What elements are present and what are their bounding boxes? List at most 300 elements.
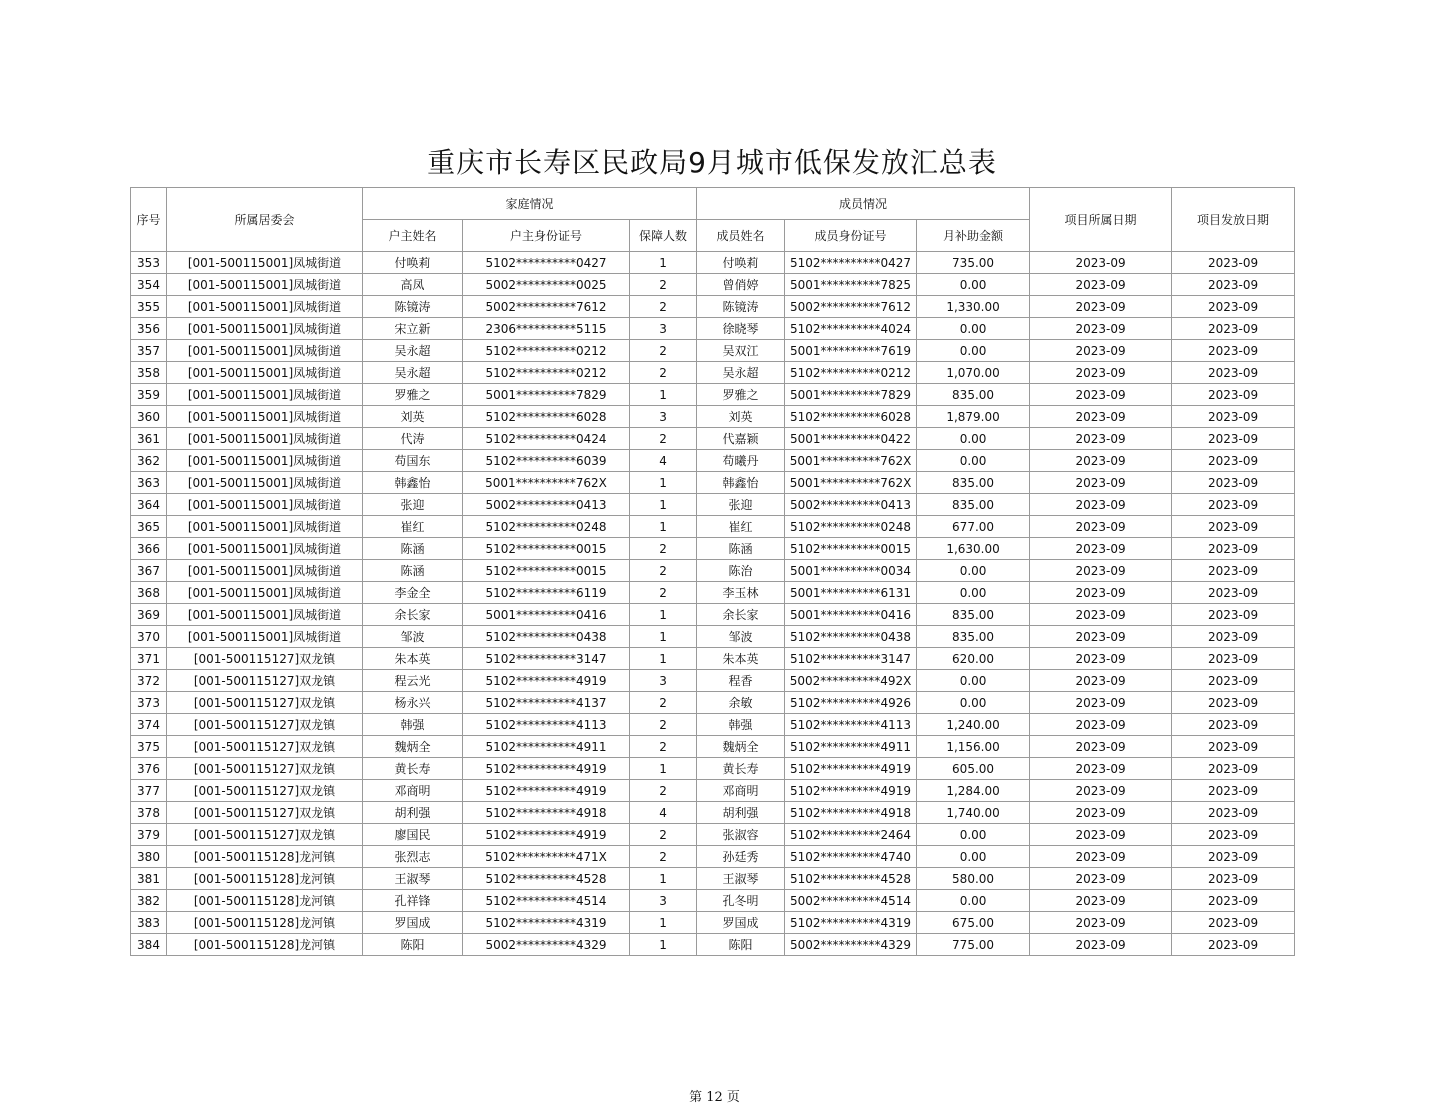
cell-seq: 360 [131,406,167,428]
cell-committee: [001-500115001]凤城街道 [167,494,363,516]
cell-seq: 357 [131,340,167,362]
table-row [131,912,1295,934]
cell-issue-date: 2023-09 [1172,318,1295,340]
cell-monthly-subsidy: 0.00 [917,582,1030,604]
cell-head-name: 王淑琴 [363,868,463,890]
cell-head-name: 陈阳 [363,934,463,956]
cell-member-name: 韩鑫怡 [697,472,785,494]
table-header [131,188,1295,252]
cell-head-id: 5102**********0438 [463,626,630,648]
cell-member-name: 张迎 [697,494,785,516]
cell-head-id: 5102**********0015 [463,560,630,582]
cell-issue-date: 2023-09 [1172,890,1295,912]
cell-seq: 382 [131,890,167,912]
table-row [131,890,1295,912]
cell-committee: [001-500115128]龙河镇 [167,868,363,890]
cell-head-name: 代涛 [363,428,463,450]
cell-project-date: 2023-09 [1030,824,1172,846]
table-row [131,362,1295,384]
cell-covered-count: 2 [630,362,697,384]
table-row [131,802,1295,824]
cell-member-id: 5102**********3147 [785,648,917,670]
cell-seq: 362 [131,450,167,472]
cell-member-id: 5001**********0416 [785,604,917,626]
cell-seq: 384 [131,934,167,956]
cell-head-id: 5102**********6028 [463,406,630,428]
cell-head-id: 5002**********4329 [463,934,630,956]
cell-issue-date: 2023-09 [1172,802,1295,824]
cell-head-name: 刘英 [363,406,463,428]
cell-monthly-subsidy: 580.00 [917,868,1030,890]
cell-seq: 358 [131,362,167,384]
cell-covered-count: 1 [630,934,697,956]
table-row [131,340,1295,362]
cell-seq: 379 [131,824,167,846]
cell-project-date: 2023-09 [1030,560,1172,582]
cell-head-name: 杨永兴 [363,692,463,714]
cell-project-date: 2023-09 [1030,626,1172,648]
table-row [131,582,1295,604]
cell-issue-date: 2023-09 [1172,714,1295,736]
header-member-id: 成员身份证号 [785,220,917,252]
cell-head-name: 罗国成 [363,912,463,934]
cell-member-id: 5102**********0427 [785,252,917,274]
header-committee: 所属居委会 [167,188,363,252]
cell-project-date: 2023-09 [1030,274,1172,296]
cell-committee: [001-500115127]双龙镇 [167,736,363,758]
cell-issue-date: 2023-09 [1172,406,1295,428]
table-row [131,274,1295,296]
cell-monthly-subsidy: 620.00 [917,648,1030,670]
cell-head-id: 5102**********0424 [463,428,630,450]
cell-head-id: 5002**********0025 [463,274,630,296]
cell-covered-count: 2 [630,538,697,560]
cell-monthly-subsidy: 835.00 [917,384,1030,406]
cell-monthly-subsidy: 835.00 [917,626,1030,648]
cell-head-id: 5102**********6119 [463,582,630,604]
cell-seq: 376 [131,758,167,780]
cell-head-name: 邹波 [363,626,463,648]
cell-covered-count: 2 [630,582,697,604]
cell-monthly-subsidy: 1,879.00 [917,406,1030,428]
cell-seq: 371 [131,648,167,670]
cell-head-id: 5102**********4528 [463,868,630,890]
cell-covered-count: 1 [630,384,697,406]
cell-project-date: 2023-09 [1030,582,1172,604]
cell-covered-count: 1 [630,604,697,626]
cell-covered-count: 3 [630,670,697,692]
cell-issue-date: 2023-09 [1172,824,1295,846]
cell-head-name: 韩强 [363,714,463,736]
cell-head-name: 吴永超 [363,362,463,384]
cell-project-date: 2023-09 [1030,318,1172,340]
cell-issue-date: 2023-09 [1172,868,1295,890]
cell-head-name: 宋立新 [363,318,463,340]
cell-covered-count: 1 [630,626,697,648]
cell-member-id: 5001**********6131 [785,582,917,604]
cell-committee: [001-500115001]凤城街道 [167,384,363,406]
cell-member-id: 5102**********4919 [785,780,917,802]
cell-seq: 375 [131,736,167,758]
table-row [131,516,1295,538]
cell-monthly-subsidy: 0.00 [917,560,1030,582]
cell-monthly-subsidy: 835.00 [917,604,1030,626]
cell-project-date: 2023-09 [1030,912,1172,934]
cell-issue-date: 2023-09 [1172,604,1295,626]
document-title: 重庆市长寿区民政局9月城市低保发放汇总表 [427,146,997,179]
cell-monthly-subsidy: 0.00 [917,692,1030,714]
cell-member-name: 余敏 [697,692,785,714]
cell-member-id: 5102**********4926 [785,692,917,714]
table-row [131,736,1295,758]
cell-seq: 380 [131,846,167,868]
cell-member-id: 5102**********4319 [785,912,917,934]
header-family-group: 家庭情况 [363,188,697,220]
cell-seq: 354 [131,274,167,296]
table-row [131,472,1295,494]
cell-head-name: 陈镜涛 [363,296,463,318]
cell-committee: [001-500115127]双龙镇 [167,692,363,714]
cell-project-date: 2023-09 [1030,692,1172,714]
cell-issue-date: 2023-09 [1172,912,1295,934]
header-member-name: 成员姓名 [697,220,785,252]
cell-covered-count: 2 [630,274,697,296]
cell-project-date: 2023-09 [1030,934,1172,956]
cell-covered-count: 1 [630,912,697,934]
header-seq: 序号 [131,188,167,252]
cell-member-name: 邓商明 [697,780,785,802]
cell-head-id: 5102**********0427 [463,252,630,274]
cell-issue-date: 2023-09 [1172,252,1295,274]
cell-project-date: 2023-09 [1030,604,1172,626]
header-covered-count: 保障人数 [630,220,697,252]
cell-committee: [001-500115127]双龙镇 [167,670,363,692]
cell-head-id: 5102**********471X [463,846,630,868]
cell-member-name: 曾俏婷 [697,274,785,296]
cell-member-name: 张淑容 [697,824,785,846]
cell-member-name: 朱本英 [697,648,785,670]
cell-head-id: 5001**********0416 [463,604,630,626]
cell-monthly-subsidy: 0.00 [917,340,1030,362]
table-row [131,296,1295,318]
cell-member-id: 5102**********0015 [785,538,917,560]
cell-project-date: 2023-09 [1030,296,1172,318]
cell-project-date: 2023-09 [1030,890,1172,912]
cell-head-id: 5102**********4113 [463,714,630,736]
cell-covered-count: 2 [630,846,697,868]
cell-issue-date: 2023-09 [1172,296,1295,318]
cell-covered-count: 3 [630,890,697,912]
cell-covered-count: 3 [630,406,697,428]
cell-issue-date: 2023-09 [1172,758,1295,780]
cell-member-name: 苟曦丹 [697,450,785,472]
cell-member-id: 5102**********0438 [785,626,917,648]
cell-monthly-subsidy: 1,630.00 [917,538,1030,560]
cell-seq: 356 [131,318,167,340]
cell-seq: 366 [131,538,167,560]
cell-committee: [001-500115001]凤城街道 [167,450,363,472]
cell-member-id: 5001**********7829 [785,384,917,406]
cell-issue-date: 2023-09 [1172,516,1295,538]
cell-covered-count: 4 [630,802,697,824]
cell-covered-count: 2 [630,560,697,582]
cell-head-id: 5102**********4319 [463,912,630,934]
cell-covered-count: 2 [630,428,697,450]
cell-member-name: 程香 [697,670,785,692]
cell-member-name: 付唤莉 [697,252,785,274]
cell-committee: [001-500115001]凤城街道 [167,296,363,318]
cell-seq: 367 [131,560,167,582]
cell-head-name: 付唤莉 [363,252,463,274]
cell-monthly-subsidy: 677.00 [917,516,1030,538]
table-row [131,934,1295,956]
cell-head-name: 陈涵 [363,560,463,582]
cell-member-id: 5102**********6028 [785,406,917,428]
cell-project-date: 2023-09 [1030,868,1172,890]
cell-monthly-subsidy: 0.00 [917,846,1030,868]
cell-committee: [001-500115128]龙河镇 [167,912,363,934]
cell-covered-count: 2 [630,692,697,714]
cell-project-date: 2023-09 [1030,736,1172,758]
table-row [131,846,1295,868]
table-row [131,318,1295,340]
cell-head-name: 魏炳全 [363,736,463,758]
cell-member-id: 5002**********4514 [785,890,917,912]
cell-member-name: 罗国成 [697,912,785,934]
cell-monthly-subsidy: 1,740.00 [917,802,1030,824]
cell-committee: [001-500115128]龙河镇 [167,934,363,956]
cell-covered-count: 1 [630,868,697,890]
cell-member-name: 吴双江 [697,340,785,362]
cell-committee: [001-500115001]凤城街道 [167,582,363,604]
cell-issue-date: 2023-09 [1172,626,1295,648]
cell-member-id: 5002**********4329 [785,934,917,956]
header-issue-date: 项目发放日期 [1172,188,1295,252]
table-row [131,450,1295,472]
cell-seq: 355 [131,296,167,318]
table-row [131,538,1295,560]
cell-head-name: 廖国民 [363,824,463,846]
header-head-name: 户主姓名 [363,220,463,252]
cell-committee: [001-500115001]凤城街道 [167,604,363,626]
cell-project-date: 2023-09 [1030,450,1172,472]
cell-project-date: 2023-09 [1030,538,1172,560]
table-row [131,648,1295,670]
table-row [131,252,1295,274]
cell-committee: [001-500115001]凤城街道 [167,538,363,560]
cell-member-name: 吴永超 [697,362,785,384]
cell-committee: [001-500115001]凤城街道 [167,406,363,428]
cell-project-date: 2023-09 [1030,648,1172,670]
cell-head-id: 2306**********5115 [463,318,630,340]
cell-project-date: 2023-09 [1030,252,1172,274]
cell-member-name: 李玉林 [697,582,785,604]
cell-head-id: 5002**********7612 [463,296,630,318]
cell-head-id: 5102**********0212 [463,362,630,384]
cell-head-name: 邓商明 [363,780,463,802]
cell-issue-date: 2023-09 [1172,560,1295,582]
cell-member-name: 刘英 [697,406,785,428]
cell-committee: [001-500115001]凤城街道 [167,362,363,384]
cell-monthly-subsidy: 0.00 [917,670,1030,692]
cell-head-id: 5102**********6039 [463,450,630,472]
cell-head-id: 5002**********0413 [463,494,630,516]
cell-covered-count: 1 [630,648,697,670]
cell-monthly-subsidy: 0.00 [917,450,1030,472]
cell-committee: [001-500115001]凤城街道 [167,340,363,362]
cell-member-name: 胡利强 [697,802,785,824]
page-number: 第 12 页 [689,1090,740,1105]
cell-covered-count: 1 [630,758,697,780]
cell-issue-date: 2023-09 [1172,384,1295,406]
cell-project-date: 2023-09 [1030,472,1172,494]
cell-seq: 369 [131,604,167,626]
cell-head-name: 吴永超 [363,340,463,362]
cell-member-name: 徐晓琴 [697,318,785,340]
cell-head-id: 5102**********4918 [463,802,630,824]
cell-head-name: 余长家 [363,604,463,626]
cell-committee: [001-500115001]凤城街道 [167,560,363,582]
cell-seq: 353 [131,252,167,274]
cell-member-id: 5001**********7619 [785,340,917,362]
header-member-group: 成员情况 [697,188,1030,220]
cell-head-name: 程云光 [363,670,463,692]
table-row [131,714,1295,736]
cell-seq: 374 [131,714,167,736]
cell-monthly-subsidy: 775.00 [917,934,1030,956]
cell-project-date: 2023-09 [1030,846,1172,868]
cell-member-name: 崔红 [697,516,785,538]
cell-seq: 377 [131,780,167,802]
cell-head-id: 5001**********762X [463,472,630,494]
cell-head-name: 苟国东 [363,450,463,472]
cell-issue-date: 2023-09 [1172,670,1295,692]
cell-head-name: 陈涵 [363,538,463,560]
cell-head-id: 5102**********4919 [463,824,630,846]
cell-seq: 365 [131,516,167,538]
table-row [131,604,1295,626]
cell-covered-count: 2 [630,780,697,802]
cell-issue-date: 2023-09 [1172,736,1295,758]
table-row [131,780,1295,802]
cell-issue-date: 2023-09 [1172,450,1295,472]
table-row [131,494,1295,516]
cell-committee: [001-500115001]凤城街道 [167,252,363,274]
cell-head-name: 韩鑫怡 [363,472,463,494]
cell-seq: 381 [131,868,167,890]
cell-covered-count: 2 [630,824,697,846]
cell-committee: [001-500115127]双龙镇 [167,648,363,670]
cell-member-id: 5102**********0212 [785,362,917,384]
cell-head-name: 朱本英 [363,648,463,670]
cell-seq: 368 [131,582,167,604]
cell-covered-count: 2 [630,296,697,318]
cell-head-name: 李金全 [363,582,463,604]
cell-project-date: 2023-09 [1030,670,1172,692]
cell-member-id: 5001**********0034 [785,560,917,582]
table-row [131,824,1295,846]
cell-member-id: 5102**********2464 [785,824,917,846]
cell-head-name: 张烈志 [363,846,463,868]
cell-committee: [001-500115001]凤城街道 [167,318,363,340]
cell-member-id: 5002**********7612 [785,296,917,318]
cell-covered-count: 1 [630,494,697,516]
cell-project-date: 2023-09 [1030,384,1172,406]
cell-head-id: 5102**********4911 [463,736,630,758]
cell-head-name: 黄长寿 [363,758,463,780]
cell-monthly-subsidy: 0.00 [917,890,1030,912]
cell-member-id: 5002**********0413 [785,494,917,516]
cell-member-name: 罗雅之 [697,384,785,406]
cell-member-name: 陈镜涛 [697,296,785,318]
header-monthly-subsidy: 月补助金额 [917,220,1030,252]
table-row [131,692,1295,714]
cell-project-date: 2023-09 [1030,362,1172,384]
cell-covered-count: 1 [630,472,697,494]
cell-monthly-subsidy: 1,240.00 [917,714,1030,736]
cell-member-name: 邹波 [697,626,785,648]
table-row [131,428,1295,450]
cell-head-name: 罗雅之 [363,384,463,406]
cell-member-name: 孙廷秀 [697,846,785,868]
low-income-summary-table [130,187,1295,956]
cell-covered-count: 2 [630,340,697,362]
cell-covered-count: 4 [630,450,697,472]
cell-head-id: 5102**********4919 [463,758,630,780]
cell-member-name: 余长家 [697,604,785,626]
cell-head-id: 5102**********3147 [463,648,630,670]
cell-issue-date: 2023-09 [1172,934,1295,956]
cell-seq: 370 [131,626,167,648]
cell-project-date: 2023-09 [1030,340,1172,362]
cell-project-date: 2023-09 [1030,406,1172,428]
cell-member-id: 5102**********4528 [785,868,917,890]
table-row [131,670,1295,692]
cell-project-date: 2023-09 [1030,428,1172,450]
cell-issue-date: 2023-09 [1172,494,1295,516]
cell-member-id: 5002**********492X [785,670,917,692]
table-row [131,626,1295,648]
table-row [131,560,1295,582]
cell-head-name: 崔红 [363,516,463,538]
cell-head-id: 5102**********4514 [463,890,630,912]
cell-committee: [001-500115128]龙河镇 [167,890,363,912]
cell-member-id: 5102**********4024 [785,318,917,340]
table-row [131,868,1295,890]
cell-issue-date: 2023-09 [1172,648,1295,670]
cell-member-id: 5102**********4919 [785,758,917,780]
cell-issue-date: 2023-09 [1172,692,1295,714]
cell-monthly-subsidy: 1,284.00 [917,780,1030,802]
cell-committee: [001-500115127]双龙镇 [167,802,363,824]
cell-head-id: 5102**********4919 [463,670,630,692]
cell-head-id: 5102**********0248 [463,516,630,538]
cell-member-id: 5001**********762X [785,472,917,494]
cell-member-id: 5001**********762X [785,450,917,472]
cell-member-id: 5102**********4740 [785,846,917,868]
cell-issue-date: 2023-09 [1172,582,1295,604]
cell-issue-date: 2023-09 [1172,538,1295,560]
table-row [131,406,1295,428]
cell-member-name: 陈涵 [697,538,785,560]
cell-committee: [001-500115001]凤城街道 [167,626,363,648]
cell-member-name: 陈阳 [697,934,785,956]
cell-member-name: 陈治 [697,560,785,582]
cell-committee: [001-500115127]双龙镇 [167,780,363,802]
cell-monthly-subsidy: 605.00 [917,758,1030,780]
table-body [131,252,1295,956]
cell-covered-count: 1 [630,252,697,274]
